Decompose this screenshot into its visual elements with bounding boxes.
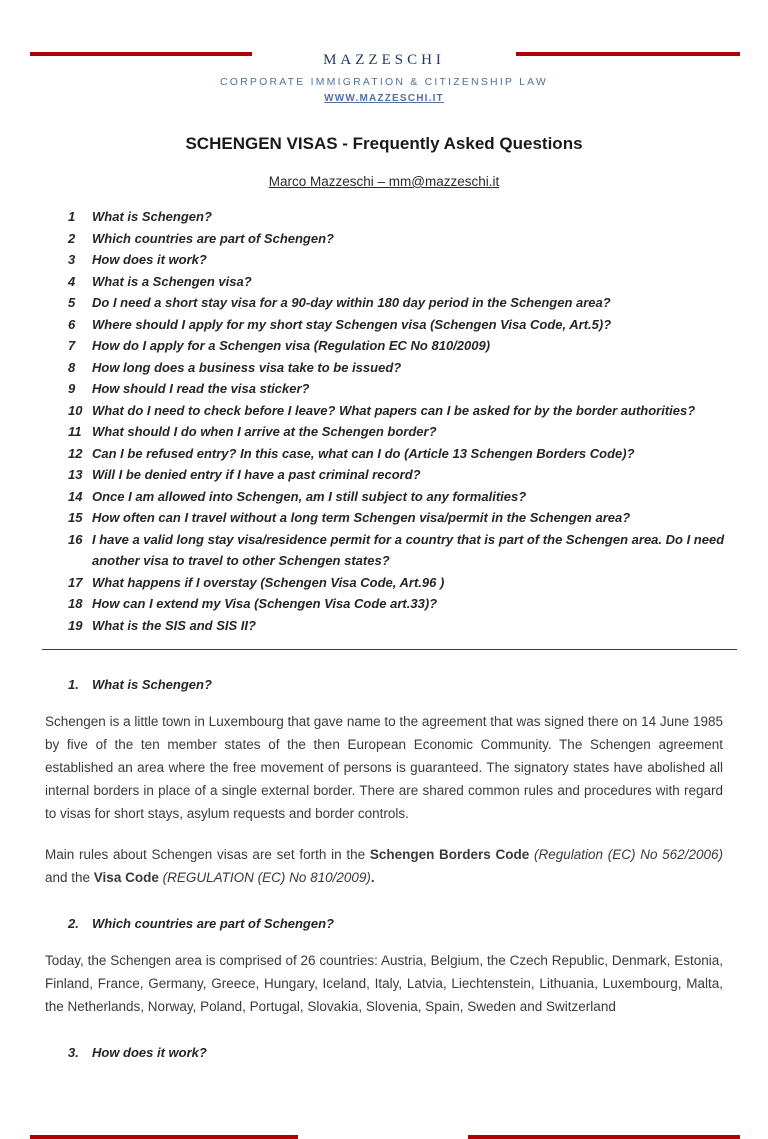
toc-item-number: 5 [68, 295, 76, 310]
sections [45, 677, 723, 1060]
text-segment: Today, the Schengen area is comprised of 26 countries: Austria, Belgium, the Czech Republic, Denmark, Estonia, Finland, France, Germany, Greece, Hungary, Iceland, Italy, Latvia, Liechtenstein, Lithuania, Luxembourg, Malta, the Netherlands, Norway, Poland, Portugal, Slovakia, Slovenia, Spain, Sweden and Switzerland [45, 953, 723, 1014]
section-divider [42, 649, 737, 650]
section-title: Which countries are part of Schengen? [92, 916, 334, 931]
toc-item-text: What do I need to check before I leave? What papers can I be asked for by the border authorities? [92, 402, 696, 418]
toc-item-text: How can I extend my Visa (Schengen Visa Code art.33)? [92, 596, 438, 611]
toc-item [68, 378, 728, 400]
toc-item-text: What should I do when I arrive at the Schengen border? [92, 424, 437, 439]
page-edge-top-right [516, 52, 740, 56]
toc-item [68, 400, 728, 422]
toc-item [68, 335, 728, 357]
toc-item [68, 228, 728, 250]
toc-item-text: What is the SIS and SIS II? [92, 617, 256, 633]
paragraph [45, 710, 723, 825]
toc-item-number: 11 [68, 424, 82, 439]
toc-item-number: 14 [68, 488, 83, 504]
toc-item [68, 271, 728, 293]
toc-item-text: How long does a business visa take to be issued? [92, 359, 402, 375]
toc-item-number: 16 [68, 531, 83, 547]
toc-item-number: 19 [68, 617, 83, 633]
paragraph [45, 949, 723, 1018]
text-segment: . [370, 870, 375, 885]
toc-item-text: How often can I travel without a long term Schengen visa/permit in the Schengen area? [92, 510, 631, 525]
section-heading [68, 916, 723, 931]
toc-item-text: Where should I apply for my short stay Schengen visa (Schengen Visa Code, Art.5)? [92, 316, 612, 332]
toc-item-number: 18 [68, 596, 83, 611]
toc-item-text: What is a Schengen visa? [92, 273, 252, 289]
toc-item [68, 314, 728, 336]
website-link[interactable]: WWW.MAZZESCHI.IT [324, 93, 444, 104]
toc-item [68, 615, 728, 637]
toc-item-text: What happens if I overstay (Schengen Visa Code, Art.96 ) [92, 574, 445, 590]
toc-item [68, 357, 728, 379]
toc-item-number: 8 [68, 359, 76, 375]
text-segment: (Regulation (EC) No 562/2006) [533, 847, 723, 862]
toc-item-text: Which countries are part of Schengen? [92, 230, 334, 246]
toc-item [68, 292, 728, 314]
section-heading [68, 677, 723, 692]
logo-name: MAZZESCHI [323, 52, 445, 68]
document-subtitle: Marco Mazzeschi – mm@mazzeschi.it [268, 174, 500, 189]
toc-item-number: 2 [68, 230, 76, 246]
toc-item-number: 7 [68, 338, 76, 353]
section-number: 3. [68, 1045, 79, 1060]
section-title: What is Schengen? [92, 677, 212, 692]
toc-item-number: 1 [68, 209, 76, 224]
text-segment: (REGULATION (EC) No 810/2009) [162, 870, 371, 885]
section-title: How does it work? [92, 1045, 207, 1060]
toc-item-number: 15 [68, 510, 83, 525]
toc-item-number: 4 [68, 273, 76, 289]
toc-item-text: How should I read the visa sticker? [92, 381, 310, 396]
document-title: SCHENGEN VISAS - Frequently Asked Questions [185, 134, 583, 153]
toc-item [68, 249, 728, 271]
toc-item-text: What is Schengen? [92, 209, 212, 224]
toc-item [68, 443, 728, 465]
toc-item-number: 9 [68, 381, 76, 396]
toc-item-text: How does it work? [92, 252, 207, 267]
toc-item-number: 10 [68, 402, 83, 418]
toc-item [68, 507, 728, 529]
section-number: 2. [68, 916, 79, 931]
text-segment: and the [45, 870, 94, 885]
logo-block [0, 52, 768, 106]
text-segment: Visa Code [93, 870, 163, 885]
toc-item [68, 464, 728, 486]
text-segment: Schengen Borders Code [369, 847, 534, 862]
toc-item-number: 3 [68, 252, 76, 267]
toc-item [68, 421, 728, 443]
toc-item [68, 206, 728, 228]
text-segment: Schengen is a little town in Luxembourg that gave name to the agreement that was signed there on 14 June 1985 by five of the ten member states of the then European Economic Community. The Schengen agreement established an area where the free movement of persons is guaranteed. The signatory states have abolished all internal borders in place of a single external border. There are shared common rules and procedures with regard to visas for short stays, asylum requests and border controls. [45, 714, 723, 821]
toc-item-text: Do I need a short stay visa for a 90-day within 180 day period in the Schengen area? [92, 295, 611, 310]
toc-item-text: Once I am allowed into Schengen, am I still subject to any formalities? [92, 488, 527, 504]
toc-item-number: 13 [68, 467, 83, 482]
page-edge-bottom-left [30, 1135, 298, 1139]
toc-item [68, 529, 728, 572]
toc-item [68, 593, 728, 615]
section-number: 1. [68, 677, 79, 692]
toc-item [68, 572, 728, 594]
toc-list [68, 206, 728, 636]
toc-item-text: Will I be denied entry if I have a past criminal record? [92, 467, 421, 482]
toc-item-number: 6 [68, 316, 76, 332]
toc-item-number: 17 [68, 574, 83, 590]
toc-item [68, 486, 728, 508]
toc-item-text: I have a valid long stay visa/residence permit for a country that is part of the Schengen area. Do I need another visa to travel to other Schengen states? [92, 531, 725, 568]
text-segment: Main rules about Schengen visas are set forth in the [45, 847, 370, 862]
paragraph [45, 843, 723, 889]
page-edge-top-left [30, 52, 252, 56]
toc-item-text: How do I apply for a Schengen visa (Regulation EC No 810/2009) [92, 338, 491, 353]
toc-item-text: Can I be refused entry? In this case, what can I do (Article 13 Schengen Borders Code)? [92, 445, 635, 461]
section-heading [68, 1045, 723, 1060]
page-edge-bottom-right [468, 1135, 740, 1139]
logo-tagline: CORPORATE IMMIGRATION & CITIZENSHIP LAW [219, 76, 549, 88]
toc-item-number: 12 [68, 445, 83, 461]
